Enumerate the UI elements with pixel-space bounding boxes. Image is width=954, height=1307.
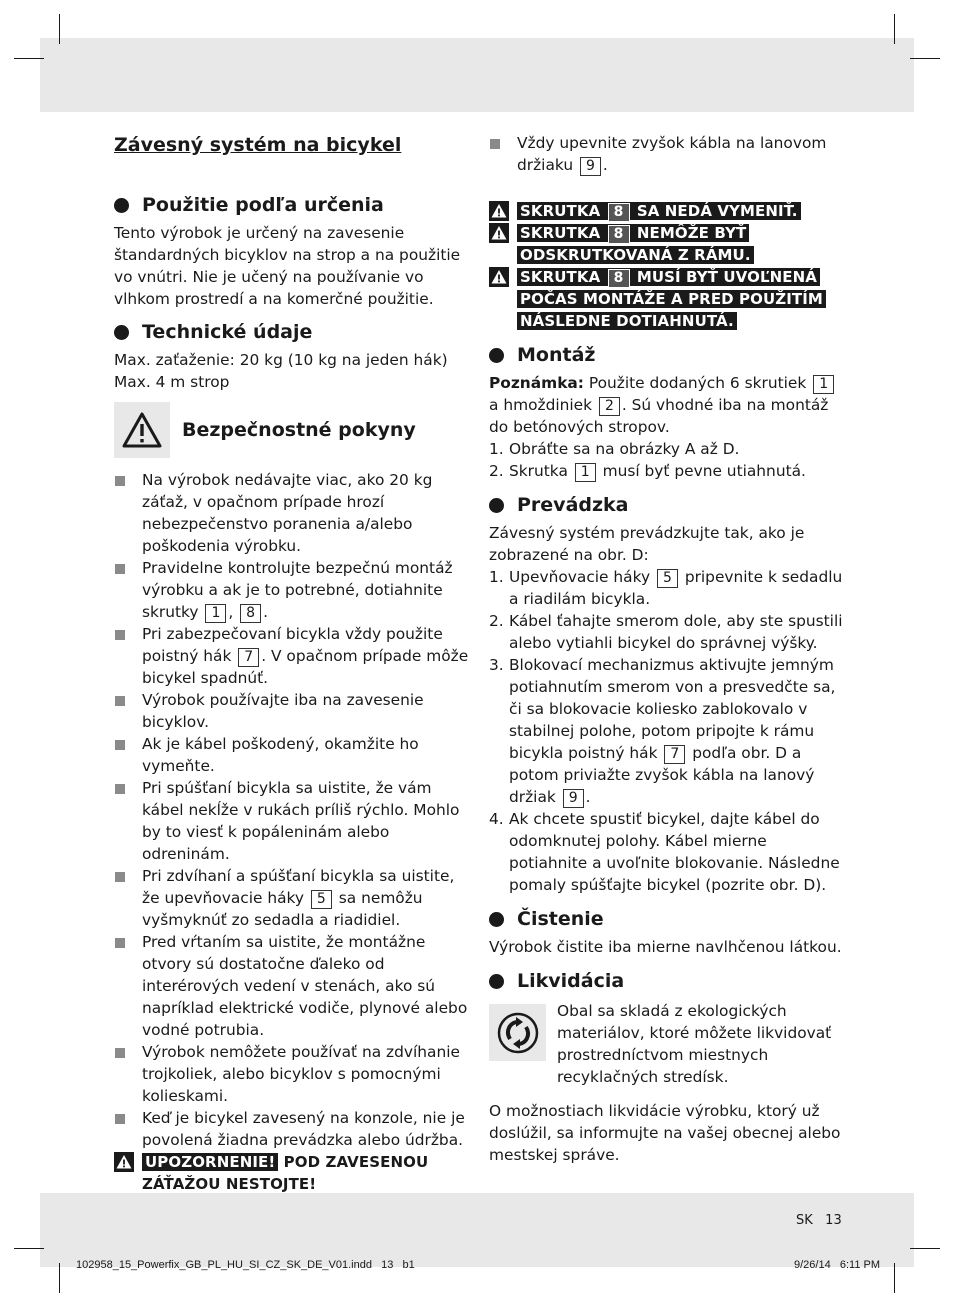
section-usage-heading: Použitie podľa určenia	[114, 192, 470, 218]
assembly-steps	[489, 438, 845, 482]
usage-text: Tento výrobok je určený na zavesenie štandardných bicyklov na strop a na použitie vo vnútri. Nie je učený na používanie vo vlhkom prostredí a na komerčné použitie.	[114, 224, 461, 308]
list-item: Výrobok používajte iba na zavesenie bicyklov.	[114, 689, 470, 733]
warning-triangle-icon	[489, 201, 509, 221]
list-item: 3. Blokovací mechanizmus aktivujte jemným potiahnutím smerom von a presvedčte sa, či sa blokovacie koliesko zablokovalo v stabilnej polohe, potom pripojte k rámu bicykla poistný hák 7 podľa obr. D a potom priviažte zvyšok kábla na lanový držiak 9 .	[489, 656, 836, 806]
right-column	[489, 130, 845, 1166]
file-info: 102958_15_Powerfix_GB_PL_HU_SI_CZ_SK_DE_V01.indd 13 b1	[76, 1259, 415, 1271]
technical-max-load: Max. zaťaženie: 20 kg (10 kg na jeden hák)	[114, 351, 448, 369]
safety-list	[114, 469, 470, 1151]
bullet-dot-icon	[489, 974, 504, 989]
bullet-dot-icon	[489, 912, 504, 927]
operation-intro: Závesný systém prevádzkujte tak, ako je zobrazené na obr. D:	[489, 524, 805, 564]
header-band	[40, 38, 914, 112]
section-disposal-heading: Likvidácia	[489, 968, 845, 994]
bullet-dot-icon	[114, 198, 129, 213]
list-item: Vždy upevnite zvyšok kábla na lanovom držiaku 9 .	[489, 132, 845, 176]
list-item: Ak je kábel poškodený, okamžite ho vymeňte.	[114, 733, 470, 777]
crop-mark	[894, 1263, 895, 1293]
cleaning-text: Výrobok čistite iba mierne navlhčenou látkou.	[489, 938, 842, 956]
list-item: Keď je bicykel zavesený na konzole, nie je povolená žiadna prevádzka alebo údržba.	[114, 1107, 470, 1151]
warning-triangle-icon	[114, 1152, 134, 1172]
crop-mark	[910, 58, 940, 59]
warning-screw-replace: SKRUTKA 8 SA NEDÁ VYMENIŤ.	[489, 200, 845, 222]
list-item: Výrobok nemôžete používať na zdvíhanie trojkoliek, alebo bicyklov s pomocnými kolieskami.	[114, 1041, 470, 1107]
list-item: Pri spúšťaní bicykla sa uistite, že vám kábel nekĺže v rukách príliš rýchlo. Mohlo by to viesť k popáleninám alebo odreninám.	[114, 777, 470, 865]
warning-screw-unscrew: SKRUTKA 8 NEMÔŽE BYŤ ODSKRUTKOVANÁ Z RÁMU.	[489, 222, 845, 266]
warning-triangle-icon	[489, 223, 509, 243]
list-item: 4. Ak chcete spustiť bicykel, dajte kábel do odomknutej polohy. Kábel mierne potiahnite a uvoľnite blokovanie. Následne pomaly spúšťajte bicykel (pozrite obr. D).	[489, 810, 840, 894]
list-item: Pri zdvíhaní a spúšťaní bicykla sa uistite, že upevňovacie háky 5 sa nemôžu vyšmyknúť zo sedadla a riadidiel.	[114, 865, 470, 931]
section-cleaning-heading: Čistenie	[489, 906, 845, 932]
list-item: 1. Upevňovacie háky 5 pripevnite k sedadlu a riadilám bicykla.	[489, 568, 843, 608]
warning-no-standing: UPOZORNENIE! POD ZAVESENOU ZÁŤAŽOU NESTOJTE!	[114, 1151, 470, 1195]
list-item: 1. Obráťte sa na obrázky A až D.	[489, 440, 740, 458]
crop-mark	[59, 14, 60, 44]
bullet-dot-icon	[489, 348, 504, 363]
list-item: Pri zabezpečovaní bicykla vždy použite poistný hák 7 . V opačnom prípade môže bicykel spadnúť.	[114, 623, 470, 689]
bullet-dot-icon	[114, 325, 129, 340]
section-assembly-heading: Montáž	[489, 342, 845, 368]
bullet-dot-icon	[489, 498, 504, 513]
safety-heading: Bezpečnostné pokyny	[114, 402, 470, 458]
left-column	[114, 130, 470, 1195]
footer-band	[40, 1193, 914, 1267]
document-title: Závesný systém na bicykel	[114, 134, 402, 156]
warning-triangle-icon	[114, 402, 170, 458]
crop-mark	[14, 1248, 44, 1249]
green-dot-recycle-icon	[489, 1004, 546, 1061]
section-technical-heading: Technické údaje	[114, 319, 470, 345]
list-item: 2. Kábel ťahajte smerom dole, aby ste spustili alebo vytiahli bicykel do správnej výšky.	[489, 612, 843, 652]
crop-mark	[894, 14, 895, 44]
cable-list	[489, 132, 845, 176]
list-item: Pred vŕtaním sa uistite, že montážne otvory sú dostatočne ďaleko od interérových vedení v stenách, ako sú napríklad elektrické vodiče, plynové alebo vodné potrubia.	[114, 931, 470, 1041]
disposal-block	[489, 1000, 845, 1088]
operation-steps	[489, 566, 845, 896]
crop-mark	[14, 58, 44, 59]
list-item: 2. Skrutka 1 musí byť pevne utiahnutá.	[489, 462, 806, 480]
crop-mark	[59, 1263, 60, 1293]
technical-max-ceiling: Max. 4 m strop	[114, 373, 230, 391]
section-operation-heading: Prevádzka	[489, 492, 845, 518]
list-item: Na výrobok nedávajte viac, ako 20 kg záťaž, v opačnom prípade hrozí nebezpečenstvo poranenia a/alebo poškodenia výrobku.	[114, 469, 470, 557]
disposal-packaging-text: Obal sa skladá z ekologických materiálov, ktoré môžete likvidovať prostredníctvom miestnych recyklačných stredísk.	[557, 1002, 832, 1086]
crop-mark	[910, 1248, 940, 1249]
print-datetime: 9/26/14 6:11 PM	[794, 1259, 881, 1271]
list-item: Pravidelne kontrolujte bezpečnú montáž výrobku a ak je to potrebné, dotiahnite skrutky 1 , 8 .	[114, 557, 470, 623]
assembly-note: Poznámka: Použite dodaných 6 skrutiek 1 a hmoždiniek 2 . Sú vhodné iba na montáž do betónových stropov.	[489, 372, 845, 438]
warning-screw-loosen: SKRUTKA 8 MUSÍ BYŤ UVOĽNENÁ POČAS MONTÁŽE A PRED POUŽITÍM NÁSLEDNE DOTIAHNUTÁ.	[489, 266, 845, 332]
warning-triangle-icon	[489, 267, 509, 287]
page-number: SK 13	[796, 1213, 842, 1228]
disposal-product-text: O možnostiach likvidácie výrobku, ktorý už doslúžil, sa informujte na vašej obecnej alebo mestskej správe.	[489, 1102, 841, 1164]
